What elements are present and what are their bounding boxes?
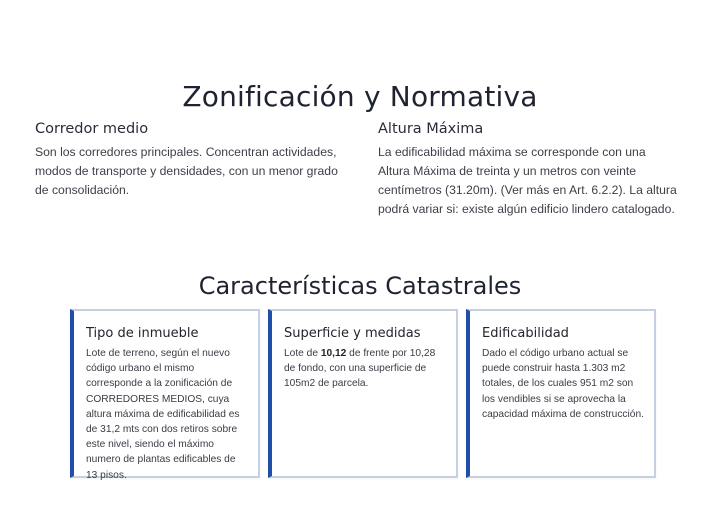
card-heading: Edificabilidad — [482, 326, 569, 341]
card-tipo-inmueble — [70, 309, 260, 481]
card-superficie-medidas — [268, 309, 458, 478]
corredor-medio-block — [35, 121, 345, 200]
card-text-before: Lote de — [284, 348, 321, 359]
altura-maxima-block — [378, 121, 678, 219]
card-edificabilidad — [466, 309, 656, 478]
corredor-medio-text: Son los corredores principales. Concentran actividades, modos de transporte y densidades, con un menor grado de consolidación. — [35, 145, 338, 197]
card-heading: Superficie y medidas — [284, 326, 421, 341]
card-text: Dado el código urbano actual se puede construir hasta 1.303 m2 totales, de los cuales 951 m2 son los vendibles si se aprovecha la capacidad máxima de construcción. — [482, 348, 644, 420]
card-text-bold: 10,12 — [320, 348, 347, 359]
card-text: Lote de terreno, según el nuevo código urbano el mismo corresponde a la zonificación de CORREDORES MEDIOS, cuya altura máxima de edificabilidad es de 31,2 mts con dos retiros sobre este nivel, siendo el máximo numero de plantas edificables de 13 pisos. — [86, 348, 240, 481]
catastrales-title: Características Catastrales — [198, 272, 522, 300]
altura-maxima-text: La edificabilidad máxima se corresponde con una Altura Máxima de treinta y un metros con veinte centímetros (31.20m). (Ver más en Art. 6.2.2). La altura podrá variar si: existe algún edificio lindero catalogado. — [378, 145, 677, 216]
card-text — [284, 346, 446, 392]
altura-maxima-heading: Altura Máxima — [378, 121, 484, 137]
card-text-after: de frente por 10,28 de fondo, con una superficie de 105m2 de parcela. — [284, 348, 436, 390]
corredor-medio-heading: Corredor medio — [35, 121, 149, 137]
card-heading: Tipo de inmueble — [86, 326, 199, 341]
zonificacion-title: Zonificación y Normativa — [182, 80, 538, 113]
